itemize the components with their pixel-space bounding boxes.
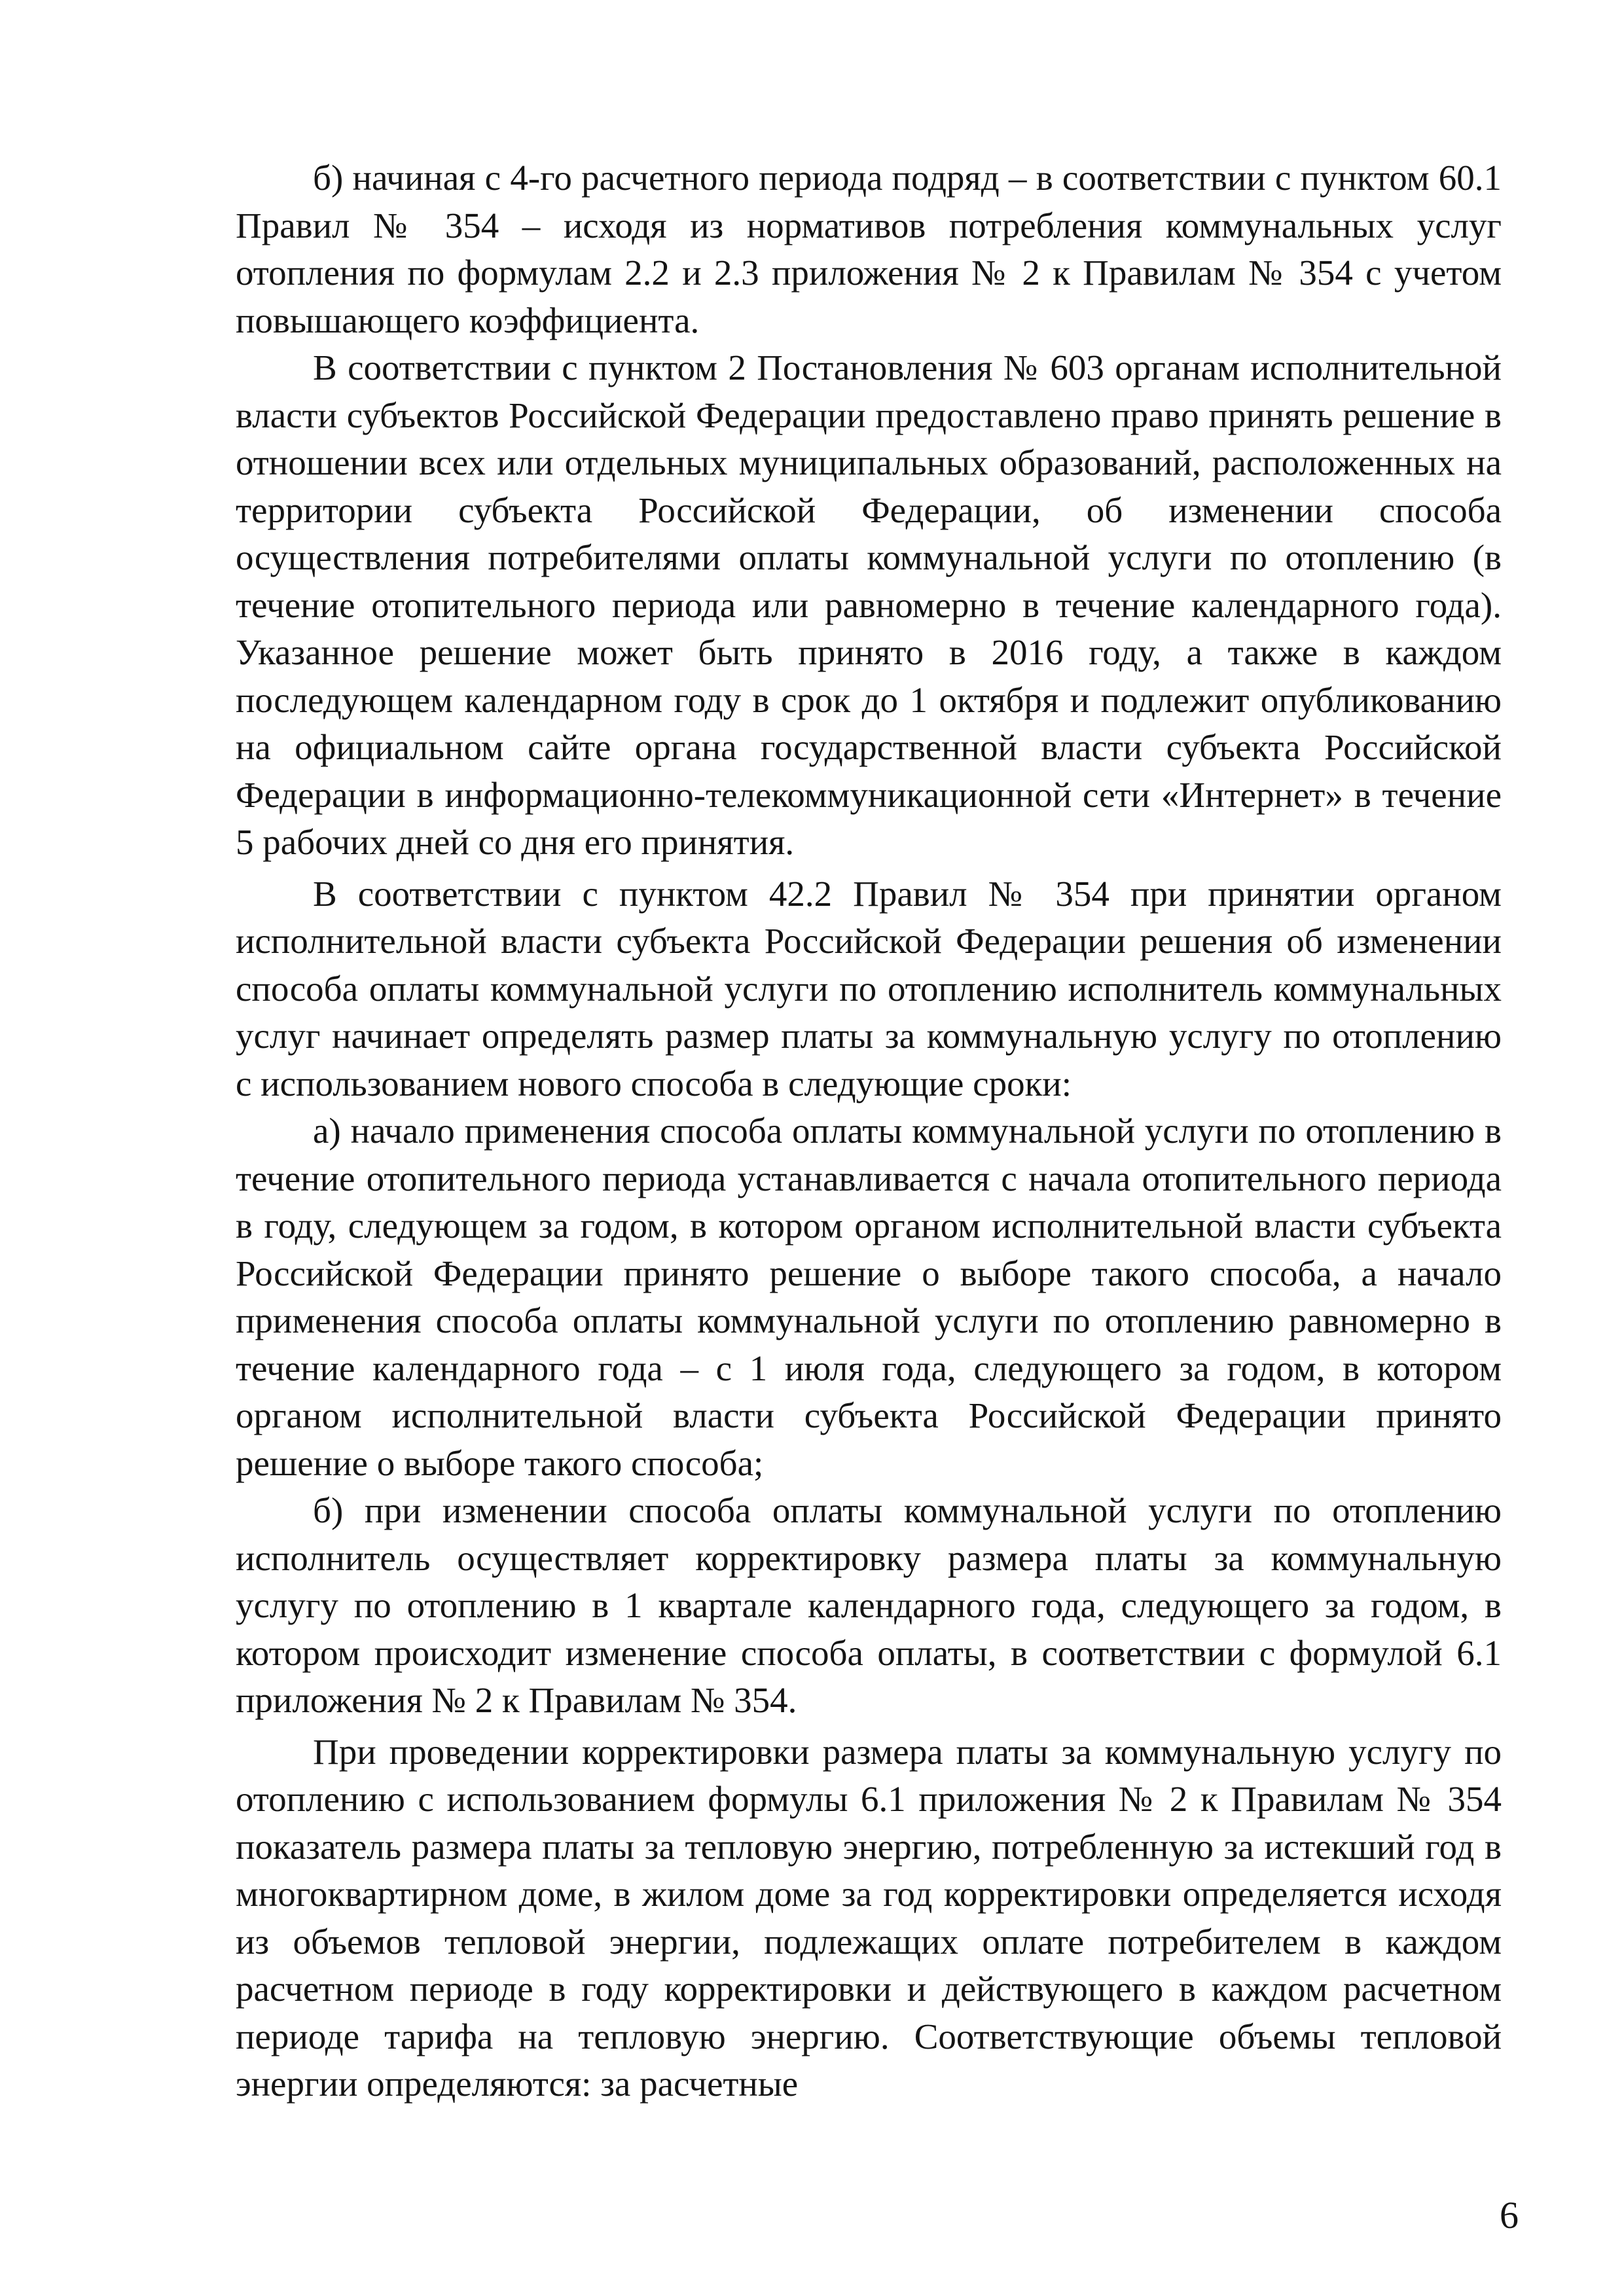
paragraph-clause-a-start-of-payment: а) начало применения способа оплаты коммунальной услуги по отоплению в течение отопительного периода устанавливается с начала отопительного периода в году, следующем за годом, в котором органом исполнительной власти субъекта Российской Федерации принято решение о выборе такого способа, а начало применения способа оплаты коммунальной услуги по отоплению равномерно в течение календарного года – с 1 июля года, следующего за годом, в котором органом исполнительной власти субъекта Российской Федерации принято решение о выборе такого способа;	[236, 1111, 1502, 1483]
paragraph-rule-42-2: В соответствии с пунктом 42.2 Правил № 354 при принятии органом исполнительной власти субъекта Российской Федерации решения об изменении способа оплаты коммунальной услуги по отоплению исполнитель коммунальных услуг начинает определять размер платы за коммунальную услугу по отоплению с использованием нового способа в следующие сроки:	[236, 873, 1502, 1103]
paragraph-clause-b-fourth-period: б) начиная с 4-го расчетного периода подряд – в соответствии с пунктом 60.1 Правил № 354 – исходя из нормативов потребления коммунальных услуг отопления по формулам 2.2 и 2.3 приложения № 2 к Правилам № 354 с учетом повышающего коэффициента.	[236, 158, 1502, 340]
paragraph-formula-6-1-adjustment: При проведении корректировки размера платы за коммунальную услугу по отоплению с использованием формулы 6.1 приложения № 2 к Правилам № 354 показатель размера платы за тепловую энергию, потребленную за истекший год в многоквартирном доме, в жилом доме за год корректировки определяется исходя из объемов тепловой энергии, подлежащих оплате потребителем в каждом расчетном периоде в году корректировки и действующего в каждом расчетном периоде тарифа на тепловую энергию. Соответствующие объемы тепловой энергии определяются: за расчетные	[236, 1731, 1502, 2104]
paragraph-clause-b-adjustment: б) при изменении способа оплаты коммунальной услуги по отоплению исполнитель осуществляет корректировку размера платы за коммунальную услугу по отоплению в 1 квартале календарного года, следующего за годом, в котором происходит изменение способа оплаты, в соответствии с формулой 6.1 приложения № 2 к Правилам № 354.	[236, 1490, 1502, 1720]
document-body	[236, 154, 1502, 2108]
page-number: 6	[1500, 2194, 1519, 2236]
paragraph-resolution-603: В соответствии с пунктом 2 Постановления № 603 органам исполнительной власти субъектов Российской Федерации предоставлено право принять решение в отношении всех или отдельных муниципальных образований, расположенных на территории субъекта Российской Федерации, об изменении способа осуществления потребителями оплаты коммунальной услуги по отоплению (в течение отопительного периода или равномерно в течение календарного года). Указанное решение может быть принято в 2016 году, а также в каждом последующем календарном году в срок до 1 октября и подлежит опубликованию на официальном сайте органа государственной власти субъекта Российской Федерации в информационно-телекоммуникационной сети «Интернет» в течение 5 рабочих дней со дня его принятия.	[236, 348, 1502, 862]
